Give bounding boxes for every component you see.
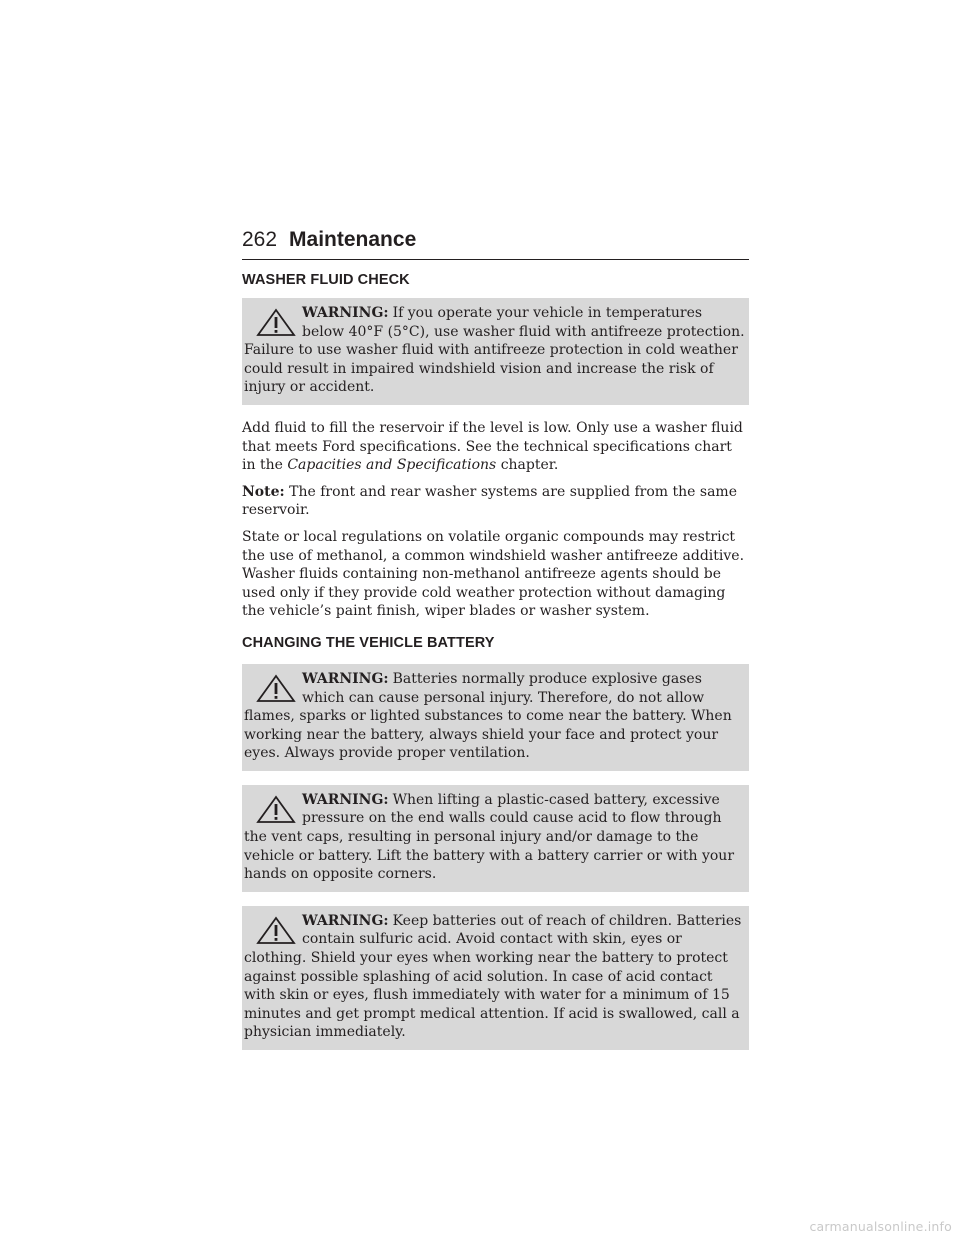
warning-box-lifting-battery: [242, 785, 749, 892]
warning-triangle-icon: [256, 916, 296, 944]
warning-label: WARNING:: [302, 912, 389, 929]
add-fluid-text-end: chapter.: [500, 457, 559, 474]
paragraph-add-fluid: [242, 419, 749, 475]
warning-box-washer-antifreeze: [242, 298, 749, 405]
chapter-title: Maintenance: [289, 228, 417, 251]
section-title-battery: CHANGING THE VEHICLE BATTERY: [242, 634, 495, 651]
warning-box-sulfuric-acid: [242, 906, 749, 1050]
add-fluid-text: Add fluid to fill the reservoir if the level is low. Only use a washer fluid that meets Ford specifications. See the technical specifications chart in the: [242, 419, 743, 474]
chapter-reference: Capacities and Specifications: [287, 457, 497, 474]
warning-text: If you operate your vehicle in temperatures below 40°F (5°C), use washer fluid with antifreeze protection. Failure to use washer fluid with antifreeze protection in cold weather could result in impaired windshield vision and increase the risk of injury or accident.: [244, 305, 745, 396]
manual-page: [242, 228, 749, 1064]
warning-label: WARNING:: [302, 670, 389, 687]
note-label: Note:: [242, 483, 285, 500]
warning-triangle-icon: [256, 308, 296, 336]
warning-text: Batteries normally produce explosive gases which can cause personal injury. Therefore, do not allow flames, sparks or lighted substances to come near the battery. When working near the battery, always shield your face and protect your eyes. Always provide proper ventilation.: [244, 670, 732, 762]
page-header: [242, 228, 749, 260]
warning-triangle-icon: [256, 674, 296, 702]
note-text: The front and rear washer systems are supplied from the same reservoir.: [242, 483, 737, 519]
warning-label: WARNING:: [302, 305, 389, 321]
warning-text: When lifting a plastic-cased battery, excessive pressure on the end walls could cause acid to flow through the vent caps, resulting in personal injury and/or damage to the vehicle or battery. Lift the battery with a battery carrier or with your hands on opposite corners.: [244, 791, 735, 883]
watermark-text: carmanualsonline.info: [809, 1219, 952, 1234]
section-title-washer-fluid: WASHER FLUID CHECK: [242, 272, 410, 288]
warning-triangle-icon: [256, 795, 296, 823]
paragraph-note: [242, 483, 749, 520]
warning-label: WARNING:: [302, 791, 389, 808]
paragraph-regulations: State or local regulations on volatile organic compounds may restrict the use of methanol, a common windshield washer antifreeze additive. Washer fluids containing non-methanol antifreeze agents should be used only if they provide cold weather protection without damaging the vehicle’s paint finish, wiper blades or washer system.: [242, 528, 745, 620]
page-number: 262: [242, 228, 278, 251]
warning-text: Keep batteries out of reach of children. Batteries contain sulfuric acid. Avoid contact with skin, eyes or clothing. Shield your eyes when working near the battery to protect against possible splashing of acid solution. In case of acid contact with skin or eyes, flush immediately with water for a minimum of 15 minutes and get prompt medical attention. If acid is swallowed, call a physician immediately.: [244, 912, 742, 1041]
warning-box-explosive-gases: [242, 664, 749, 771]
